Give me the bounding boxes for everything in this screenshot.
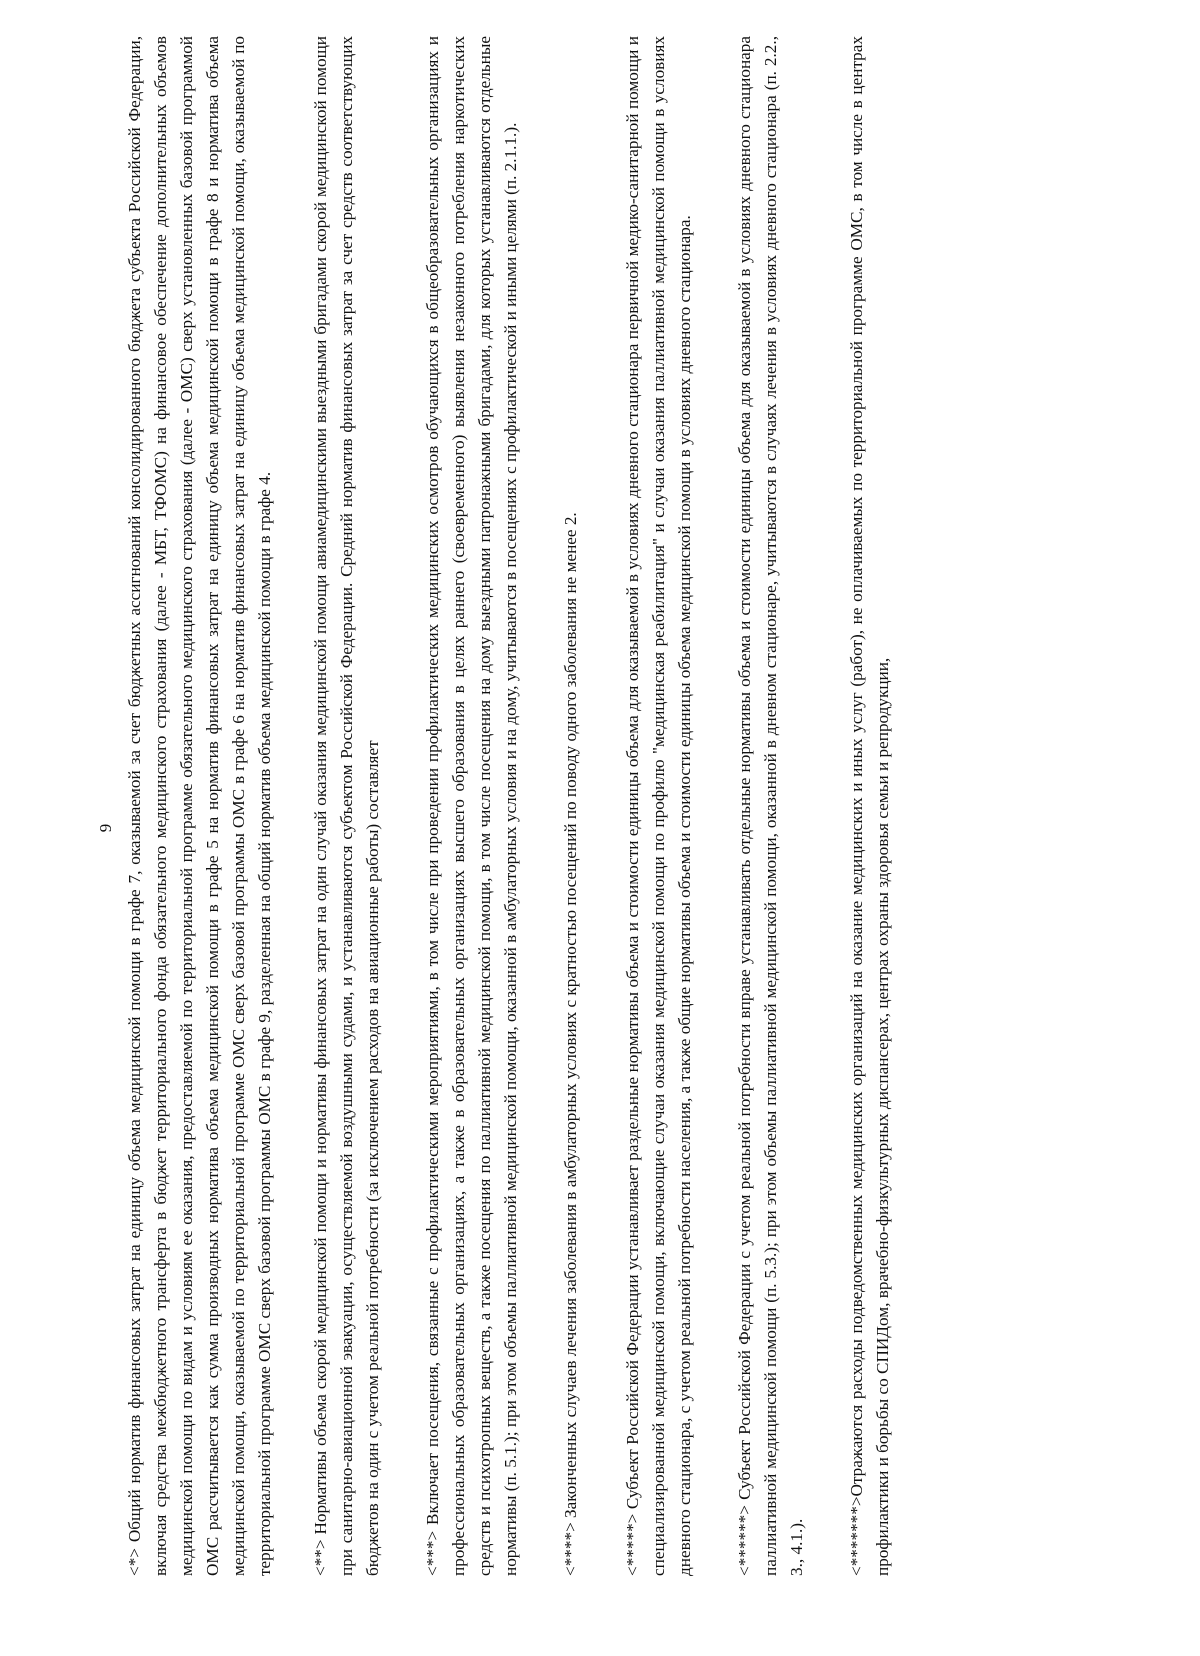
footnote-4: <****> Законченных случаев лечения заболевания в амбулаторных условиях с кратностью посещений по поводу одного заболевания не менее 2. [561, 512, 580, 1576]
footnote-6: <******> Субъект Российской Федерации с учетом реальной потребности вправе устанавливать отдельные нормативы объема и стоимости единицы объема для оказываемой в условиях дневного стационара паллиативной медицинской помощи (п. 5.3.); при этом объемы паллиативной медицинской помощи, оказанной в дневном стационаре, учитываются в случаях лечения в условиях дневного стационара (п. 2.2., 3., 4.1.). [735, 36, 806, 1576]
footnote-7: <*******>Отражаются расходы подведомственных медицинских организаций на оказание медицинских и иных услуг (работ), не оплачиваемых по территориальной программе ОМС, в том числе в центрах профилактики и борьбы со СПИДом, врачебно-физкультурных диспансерах, центрах охраны здоровья семьи и репродукции, [847, 36, 892, 1576]
page-number: 9 [96, 823, 115, 833]
footnote-2: <**> Нормативы объема скорой медицинской помощи и нормативы финансовых затрат на один случай оказания медицинской помощи авиамедицинскими выездными бригадами скорой медицинской помощи при санитарно-авиационной эвакуации, осуществляемой воздушными судами, и устанавливаются субъектом Российской Федерации. Средний норматив финансовых затрат за счет средств соответствующих бюджетов на один с учетом реальной потребности (за исключением расходов на авиационные работы) составляет [311, 36, 382, 1576]
footnote-1: <*> Общий норматив финансовых затрат на единицу объема медицинской помощи в графе 7, оказываемой за счет бюджетных ассигнований консолидированного бюджета субъекта Российской Федерации, включая средства межбюджетного трансферта в бюджет территориального фонда обязательного медицинского страхования (далее - МБТ, ТФОМС) на финансовое обеспечение дополнительных объемов медицинской помощи по видам и условиям ее оказания, предоставляемой по территориальной программе обязательного медицинского страхования (далее - ОМС) сверх установленных базовой программой ОМС рассчитывается как сумма производных норматива объема медицинской помощи в графе 5 на норматив финансовых затрат на единицу объема медицинской помощи в графе 8 и норматива объема медицинской помощи, оказываемой по территориальной программе ОМС сверх базовой программы ОМС в графе 6 на норматив финансовых затрат на единицу объема медицинской помощи, оказываемой по территориальной программе ОМС сверх базовой программы ОМС в графе 9, разделенная на общий норматив объема медицинской помощи в графе 4. [125, 36, 274, 1576]
footnotes-block [122, 36, 930, 1576]
footnote-5: <*****> Субъект Российской Федерации устанавливает раздельные нормативы объема и стоимости единицы объема для оказываемой в условиях дневного стационара первичной медико-санитарной помощи и специализированной медицинской помощи, включающие случаи оказания медицинской помощи по профилю "медицинская реабилитация" и случаи оказания паллиативной медицинской помощи в условиях дневного стационара, с учетом реальной потребности населения, а также общие нормативы объема и стоимости единицы объема медицинской помощи в условиях дневного стационара. [623, 36, 694, 1576]
footnote-3: <***> Включает посещения, связанные с профилактическими мероприятиями, в том числе при проведении профилактических медицинских осмотров обучающихся в общеобразовательных организациях и профессиональных образовательных организациях, а также в образовательных организациях высшего образования в целях раннего (своевременного) выявления незаконного потребления наркотических средств и психотропных веществ, а также посещения по паллиативной медицинской помощи, в том числе посещения на дому выездными патронажными бригадами, для которых устанавливаются отдельные нормативы (п. 5.1.); при этом объемы паллиативной медицинской помощи, оказанной в амбулаторных условия и на дому, учитываются в посещениях с профилактической и иными целями (п. 2.1.1.). [423, 36, 520, 1576]
